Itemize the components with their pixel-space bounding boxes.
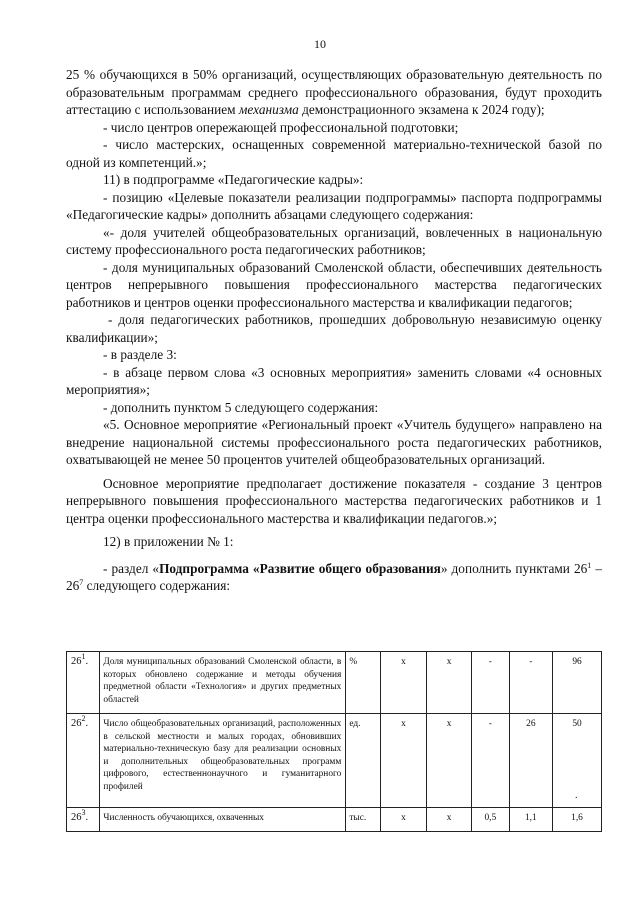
paragraph-p6 bbox=[66, 224, 602, 259]
paragraph-p10 bbox=[66, 364, 602, 399]
paragraph-text: - число мастерских, оснащенных современной материально-технической базой по одной из компетенций.»; bbox=[66, 137, 602, 170]
paragraph-p7 bbox=[66, 259, 602, 312]
value-cell: 0,5 bbox=[471, 808, 509, 832]
paragraph-text: - доля педагогических работников, прошедших добровольную независимую оценку квалификации»; bbox=[66, 312, 602, 345]
paragraph-p11 bbox=[66, 399, 602, 417]
paragraph-text: – 26 bbox=[66, 560, 603, 593]
item-number-superscript: 3 bbox=[81, 808, 86, 817]
item-number: 26 bbox=[71, 812, 82, 823]
paragraph-text: » дополнить пунктами 26 bbox=[440, 560, 588, 576]
paragraph-text: - в разделе 3: bbox=[103, 347, 177, 362]
item-number: 26 bbox=[71, 718, 82, 729]
unit-cell: % bbox=[346, 652, 380, 714]
paragraph-text: 7 bbox=[79, 578, 84, 587]
paragraph-p15 bbox=[66, 560, 602, 595]
table-row bbox=[67, 652, 602, 714]
paragraph-text: 25 % обучающихся в 50% организаций, осуществляющих образовательную деятельность по образовательным программам среднего профессионального образования, будут проходить аттестацию с использованием bbox=[66, 67, 602, 117]
paragraph-p4 bbox=[66, 171, 602, 189]
paragraph-text: - дополнить пунктом 5 следующего содержания: bbox=[103, 399, 379, 415]
value-cell: - bbox=[471, 652, 509, 714]
indicator-name: Доля муниципальных образований Смоленской области, в которых обновлено содержание и методы обучения предметной области «Технология» и других предметных областей bbox=[100, 652, 346, 714]
document-body bbox=[66, 66, 602, 595]
paragraph-p3 bbox=[66, 136, 602, 171]
value-cell: x bbox=[427, 652, 472, 714]
paragraph-text: 11) в подпрограмме «Педагогические кадры»: bbox=[103, 172, 364, 187]
paragraph-text: Подпрограмма «Развитие общего образования bbox=[159, 560, 441, 576]
value-cell: 96 bbox=[553, 652, 602, 714]
paragraph-text: механизма bbox=[238, 102, 299, 117]
indicator-name: Численность обучающихся, охваченных bbox=[100, 808, 346, 832]
paragraph-text: - число центров опережающей профессиональной подготовки; bbox=[103, 119, 459, 135]
indicator-name: Число общеобразовательных организаций, расположенных в сельской местности и малых городах, обновивших материально-техническую базу для реализации основных и дополнительных общеобразовательных программ цифрового, естественнонаучного и гуманитарного профилей bbox=[100, 714, 346, 808]
paragraph-p14 bbox=[66, 533, 602, 551]
paragraph-text: - доля муниципальных образований Смоленской области, обеспечивших деятельность центров непрерывного повышения профессионального мастерства педагогических работников и центров оценки профессионального мастерства и квалификации педагогов; bbox=[66, 259, 602, 310]
value-cell: x bbox=[380, 714, 427, 808]
indicators-table bbox=[66, 651, 602, 832]
paragraph-p9 bbox=[66, 346, 602, 364]
paragraph-text: «5. Основное мероприятие «Региональный проект «Учитель будущего» направлено на внедрение национальной системы профессионального роста педагогических работников, охватывающей не менее 50 процентов учителей общеобразовательных организаций. bbox=[66, 417, 602, 467]
paragraph-p12 bbox=[66, 416, 602, 469]
paragraph-text: - позицию «Целевые показатели реализации подпрограммы» паспорта подпрограммы «Педагогические кадры» дополнить абзацами следующего содержания: bbox=[66, 189, 602, 222]
table-row bbox=[67, 808, 602, 832]
value-cell: - bbox=[471, 714, 509, 808]
paragraph-text: следующего содержания: bbox=[83, 578, 231, 593]
paragraph-p5 bbox=[66, 189, 602, 224]
value-cell: 1,1 bbox=[509, 808, 552, 832]
item-number: 26 bbox=[71, 656, 82, 667]
page-number: 10 bbox=[314, 37, 326, 51]
paragraph-p8 bbox=[66, 311, 602, 346]
paragraph-text: - раздел « bbox=[103, 560, 160, 576]
paragraph-text: 1 bbox=[587, 560, 592, 570]
paragraph-text: - в абзаце первом слова «3 основных мероприятия» заменить словами «4 основных мероприятия»; bbox=[66, 364, 602, 397]
value-cell: x bbox=[427, 808, 472, 832]
paragraph-text: «- доля учителей общеобразовательных организаций, вовлеченных в национальную систему профессионального роста педагогических работников; bbox=[66, 224, 602, 257]
unit-cell: ед. bbox=[346, 714, 380, 808]
item-number-superscript: 2 bbox=[81, 714, 86, 723]
paragraph-p2 bbox=[66, 119, 602, 137]
item-number-cell: $26^3$. bbox=[67, 808, 100, 832]
stray-mark: . bbox=[575, 790, 578, 801]
value-cell: x bbox=[427, 714, 472, 808]
item-number-superscript: 1 bbox=[81, 652, 86, 661]
item-number-cell: $26^2$. bbox=[67, 714, 100, 808]
paragraph-text: демонстрационного экзамена к 2024 году); bbox=[298, 102, 545, 117]
value-cell: 26 bbox=[509, 714, 552, 808]
value-cell: x bbox=[380, 652, 427, 714]
paragraph-p13 bbox=[66, 475, 602, 528]
item-number-cell: $26^1$. bbox=[67, 652, 100, 714]
paragraph-p1 bbox=[66, 66, 602, 119]
paragraph-text: 12) в приложении № 1: bbox=[103, 534, 234, 549]
value-cell: x bbox=[380, 808, 427, 832]
table-row bbox=[67, 714, 602, 808]
paragraph-text: Основное мероприятие предполагает достижение показателя - создание 3 центров непрерывного повышения профессионального мастерства педагогических работников и 1 центра оценки профессионального мастерства и квалификации педагогов.»; bbox=[66, 475, 602, 526]
value-cell: 1,6 bbox=[553, 808, 602, 832]
unit-cell: тыс. bbox=[346, 808, 380, 832]
value-cell: 50 bbox=[553, 714, 602, 808]
value-cell: - bbox=[509, 652, 552, 714]
